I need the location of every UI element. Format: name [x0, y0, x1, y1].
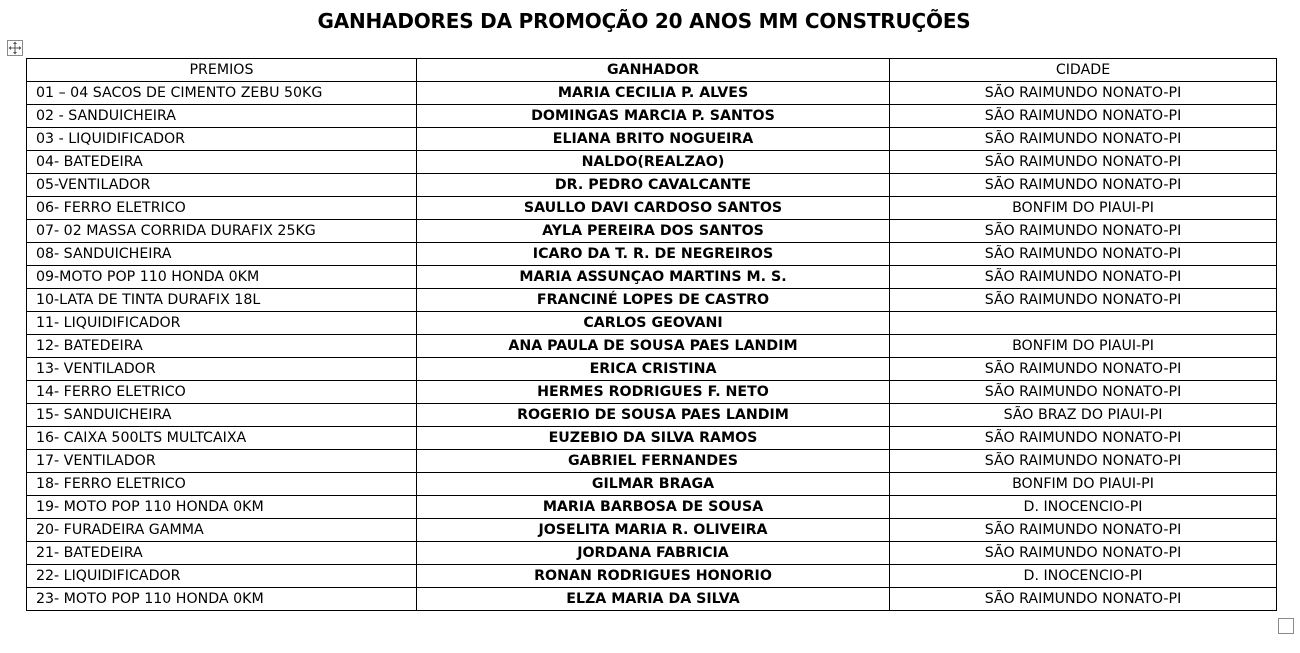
winners-table [26, 58, 1277, 611]
prize-cell: 12- BATEDEIRA [27, 335, 417, 358]
prize-cell: 02 - SANDUICHEIRA [27, 105, 417, 128]
winner-cell: GILMAR BRAGA [417, 473, 890, 496]
winner-cell: DR. PEDRO CAVALCANTE [417, 174, 890, 197]
city-cell: BONFIM DO PIAUI-PI [890, 473, 1277, 496]
table-row [27, 450, 1277, 473]
city-cell: SÃO RAIMUNDO NONATO-PI [890, 289, 1277, 312]
header-ganhador: GANHADOR [417, 59, 890, 82]
prize-cell: 19- MOTO POP 110 HONDA 0KM [27, 496, 417, 519]
winner-cell: ICARO DA T. R. DE NEGREIROS [417, 243, 890, 266]
city-cell: SÃO RAIMUNDO NONATO-PI [890, 542, 1277, 565]
table-row [27, 197, 1277, 220]
winner-cell: ELIANA BRITO NOGUEIRA [417, 128, 890, 151]
prize-cell: 05-VENTILADOR [27, 174, 417, 197]
table-row [27, 427, 1277, 450]
table-row [27, 473, 1277, 496]
table-row [27, 542, 1277, 565]
prize-cell: 06- FERRO ELETRICO [27, 197, 417, 220]
table-row [27, 496, 1277, 519]
prize-cell: 21- BATEDEIRA [27, 542, 417, 565]
header-premios: PREMIOS [27, 59, 417, 82]
city-cell: SÃO BRAZ DO PIAUI-PI [890, 404, 1277, 427]
winner-cell: RONAN RODRIGUES HONORIO [417, 565, 890, 588]
prize-cell: 14- FERRO ELETRICO [27, 381, 417, 404]
table-row [27, 220, 1277, 243]
prize-cell: 20- FURADEIRA GAMMA [27, 519, 417, 542]
winner-cell: MARIA ASSUNÇAO MARTINS M. S. [417, 266, 890, 289]
winner-cell: ELZA MARIA DA SILVA [417, 588, 890, 611]
resize-square-icon[interactable] [1278, 618, 1294, 634]
winner-cell: JORDANA FABRICIA [417, 542, 890, 565]
city-cell: BONFIM DO PIAUI-PI [890, 335, 1277, 358]
prize-cell: 01 – 04 SACOS DE CIMENTO ZEBU 50KG [27, 82, 417, 105]
winner-cell: ERICA CRISTINA [417, 358, 890, 381]
table-row [27, 358, 1277, 381]
city-cell: SÃO RAIMUNDO NONATO-PI [890, 243, 1277, 266]
table-row [27, 128, 1277, 151]
prize-cell: 08- SANDUICHEIRA [27, 243, 417, 266]
table-row [27, 404, 1277, 427]
prize-cell: 04- BATEDEIRA [27, 151, 417, 174]
city-cell: SÃO RAIMUNDO NONATO-PI [890, 128, 1277, 151]
prize-cell: 18- FERRO ELETRICO [27, 473, 417, 496]
winner-cell: AYLA PEREIRA DOS SANTOS [417, 220, 890, 243]
prize-cell: 03 - LIQUIDIFICADOR [27, 128, 417, 151]
city-cell: SÃO RAIMUNDO NONATO-PI [890, 358, 1277, 381]
city-cell: SÃO RAIMUNDO NONATO-PI [890, 588, 1277, 611]
winner-cell: MARIA CECILIA P. ALVES [417, 82, 890, 105]
winner-cell: NALDO(REALZAO) [417, 151, 890, 174]
prize-cell: 13- VENTILADOR [27, 358, 417, 381]
city-cell: SÃO RAIMUNDO NONATO-PI [890, 174, 1277, 197]
city-cell: SÃO RAIMUNDO NONATO-PI [890, 105, 1277, 128]
city-cell: SÃO RAIMUNDO NONATO-PI [890, 151, 1277, 174]
winner-cell: MARIA BARBOSA DE SOUSA [417, 496, 890, 519]
table-row [27, 174, 1277, 197]
city-cell: BONFIM DO PIAUI-PI [890, 197, 1277, 220]
prize-cell: 07- 02 MASSA CORRIDA DURAFIX 25KG [27, 220, 417, 243]
prize-cell: 15- SANDUICHEIRA [27, 404, 417, 427]
table-row [27, 381, 1277, 404]
table-row [27, 312, 1277, 335]
prize-cell: 10-LATA DE TINTA DURAFIX 18L [27, 289, 417, 312]
prize-cell: 11- LIQUIDIFICADOR [27, 312, 417, 335]
winner-cell: FRANCINÉ LOPES DE CASTRO [417, 289, 890, 312]
city-cell: SÃO RAIMUNDO NONATO-PI [890, 220, 1277, 243]
document-title: GANHADORES DA PROMOÇÃO 20 ANOS MM CONSTRUÇÕES [317, 9, 971, 33]
city-cell: SÃO RAIMUNDO NONATO-PI [890, 427, 1277, 450]
winner-cell: HERMES RODRIGUES F. NETO [417, 381, 890, 404]
table-row [27, 519, 1277, 542]
city-cell [890, 312, 1277, 335]
city-cell: D. INOCENCIO-PI [890, 565, 1277, 588]
winner-cell: JOSELITA MARIA R. OLIVEIRA [417, 519, 890, 542]
table-row [27, 151, 1277, 174]
city-cell: SÃO RAIMUNDO NONATO-PI [890, 519, 1277, 542]
winner-cell: SAULLO DAVI CARDOSO SANTOS [417, 197, 890, 220]
city-cell: D. INOCENCIO-PI [890, 496, 1277, 519]
table-row [27, 588, 1277, 611]
city-cell: SÃO RAIMUNDO NONATO-PI [890, 450, 1277, 473]
city-cell: SÃO RAIMUNDO NONATO-PI [890, 82, 1277, 105]
move-arrows-icon[interactable] [7, 40, 23, 56]
prize-cell: 23- MOTO POP 110 HONDA 0KM [27, 588, 417, 611]
winner-cell: DOMINGAS MARCIA P. SANTOS [417, 105, 890, 128]
table-row [27, 105, 1277, 128]
city-cell: SÃO RAIMUNDO NONATO-PI [890, 381, 1277, 404]
table-row [27, 266, 1277, 289]
winner-cell: GABRIEL FERNANDES [417, 450, 890, 473]
table-row [27, 335, 1277, 358]
prize-cell: 17- VENTILADOR [27, 450, 417, 473]
table-row [27, 243, 1277, 266]
prize-cell: 16- CAIXA 500LTS MULTCAIXA [27, 427, 417, 450]
table-row [27, 82, 1277, 105]
winner-cell: CARLOS GEOVANI [417, 312, 890, 335]
prize-cell: 22- LIQUIDIFICADOR [27, 565, 417, 588]
header-cidade: CIDADE [890, 59, 1277, 82]
city-cell: SÃO RAIMUNDO NONATO-PI [890, 266, 1277, 289]
prize-cell: 09-MOTO POP 110 HONDA 0KM [27, 266, 417, 289]
winner-cell: ROGERIO DE SOUSA PAES LANDIM [417, 404, 890, 427]
winner-cell: ANA PAULA DE SOUSA PAES LANDIM [417, 335, 890, 358]
table-header-row [27, 59, 1277, 82]
table-row [27, 565, 1277, 588]
table-row [27, 289, 1277, 312]
winner-cell: EUZEBIO DA SILVA RAMOS [417, 427, 890, 450]
